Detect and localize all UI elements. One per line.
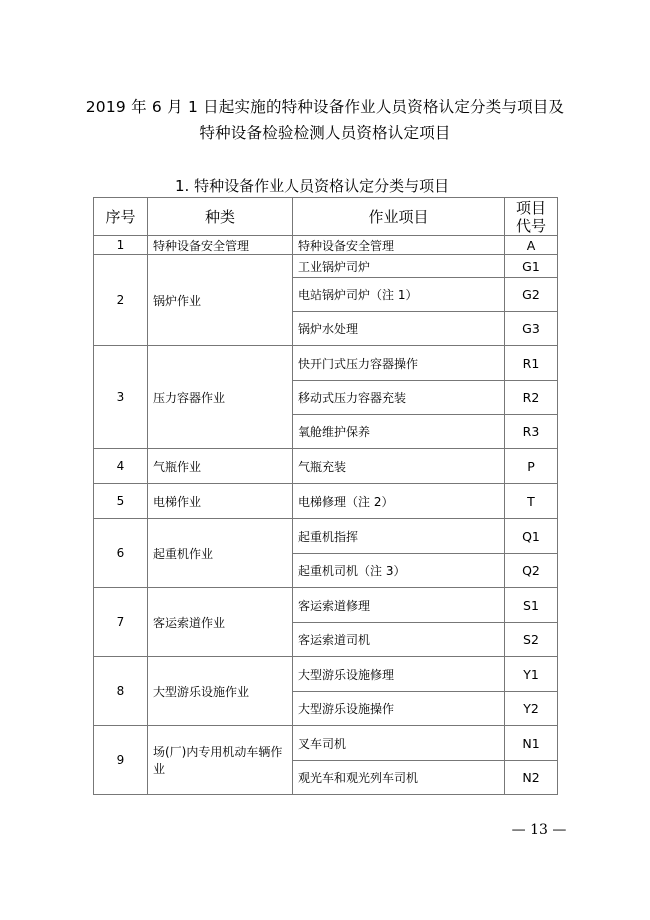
- cell-no: 8: [94, 657, 148, 726]
- table-header-row: [94, 198, 558, 236]
- cell-code: Y2: [505, 692, 558, 726]
- cell-category: 起重机作业: [148, 519, 293, 588]
- cell-category: 电梯作业: [148, 484, 293, 519]
- cell-item: 客运索道修理: [293, 588, 505, 623]
- document-title-line-1: 2019 年 6 月 1 日起实施的特种设备作业人员资格认定分类与项目及: [85, 98, 565, 116]
- cell-item: 起重机指挥: [293, 519, 505, 554]
- table-row: [94, 519, 558, 554]
- cell-code: Y1: [505, 657, 558, 692]
- cell-no: 5: [94, 484, 148, 519]
- cell-code: S1: [505, 588, 558, 623]
- cell-code: R3: [505, 415, 558, 449]
- cell-no: 9: [94, 726, 148, 795]
- cell-no: 1: [94, 236, 148, 255]
- cell-code: G3: [505, 312, 558, 346]
- cell-code: A: [505, 236, 558, 255]
- cell-no: 3: [94, 346, 148, 449]
- cell-item: 叉车司机: [293, 726, 505, 761]
- cell-no: 7: [94, 588, 148, 657]
- table-row: [94, 726, 558, 761]
- cell-code: R1: [505, 346, 558, 381]
- cell-item: 大型游乐设施修理: [293, 657, 505, 692]
- cell-code: R2: [505, 381, 558, 415]
- header-code-line-2: 代号: [515, 216, 546, 235]
- cell-category: 大型游乐设施作业: [148, 657, 293, 726]
- cell-item: 客运索道司机: [293, 623, 505, 657]
- header-code-line-1: 项目: [515, 198, 546, 217]
- cell-category: 特种设备安全管理: [148, 236, 293, 255]
- cell-item: 快开门式压力容器操作: [293, 346, 505, 381]
- cell-no: 2: [94, 255, 148, 346]
- document-title-line-2: 特种设备检验检测人员资格认定项目: [199, 124, 451, 142]
- cell-item: 观光车和观光列车司机: [293, 761, 505, 795]
- cell-code: S2: [505, 623, 558, 657]
- cell-category: 场(厂)内专用机动车辆作业: [148, 726, 293, 795]
- cell-item: 起重机司机（注 3）: [293, 554, 505, 588]
- cell-no: 6: [94, 519, 148, 588]
- cell-item: 锅炉水处理: [293, 312, 505, 346]
- table-row: [94, 657, 558, 692]
- table-row: [94, 484, 558, 519]
- cell-code: G1: [505, 255, 558, 278]
- cell-code: T: [505, 484, 558, 519]
- cell-code: N2: [505, 761, 558, 795]
- cell-code: Q2: [505, 554, 558, 588]
- cell-code: G2: [505, 278, 558, 312]
- cell-item: 移动式压力容器充装: [293, 381, 505, 415]
- table-body: [94, 236, 558, 795]
- cell-code: P: [505, 449, 558, 484]
- cell-code: Q1: [505, 519, 558, 554]
- table-row: [94, 236, 558, 255]
- cell-item: 特种设备安全管理: [293, 236, 505, 255]
- header-code: [505, 198, 558, 236]
- cell-category: 客运索道作业: [148, 588, 293, 657]
- cell-no: 4: [94, 449, 148, 484]
- cell-item: 电梯修理（注 2）: [293, 484, 505, 519]
- table-row: [94, 346, 558, 381]
- section-subtitle: 1. 特种设备作业人员资格认定分类与项目: [175, 177, 450, 195]
- cell-category: 锅炉作业: [148, 255, 293, 346]
- cell-item: 工业锅炉司炉: [293, 255, 505, 278]
- table-row: [94, 449, 558, 484]
- cell-category: 压力容器作业: [148, 346, 293, 449]
- header-no: 序号: [94, 198, 148, 236]
- table-row: [94, 255, 558, 278]
- qualification-table: [93, 197, 558, 795]
- table-row: [94, 588, 558, 623]
- page-number: — 13 —: [511, 822, 567, 838]
- cell-code: N1: [505, 726, 558, 761]
- cell-item: 氧舱维护保养: [293, 415, 505, 449]
- cell-item: 电站锅炉司炉（注 1）: [293, 278, 505, 312]
- cell-item: 大型游乐设施操作: [293, 692, 505, 726]
- cell-item: 气瓶充装: [293, 449, 505, 484]
- cell-category: 气瓶作业: [148, 449, 293, 484]
- header-item: 作业项目: [293, 198, 505, 236]
- header-category: 种类: [148, 198, 293, 236]
